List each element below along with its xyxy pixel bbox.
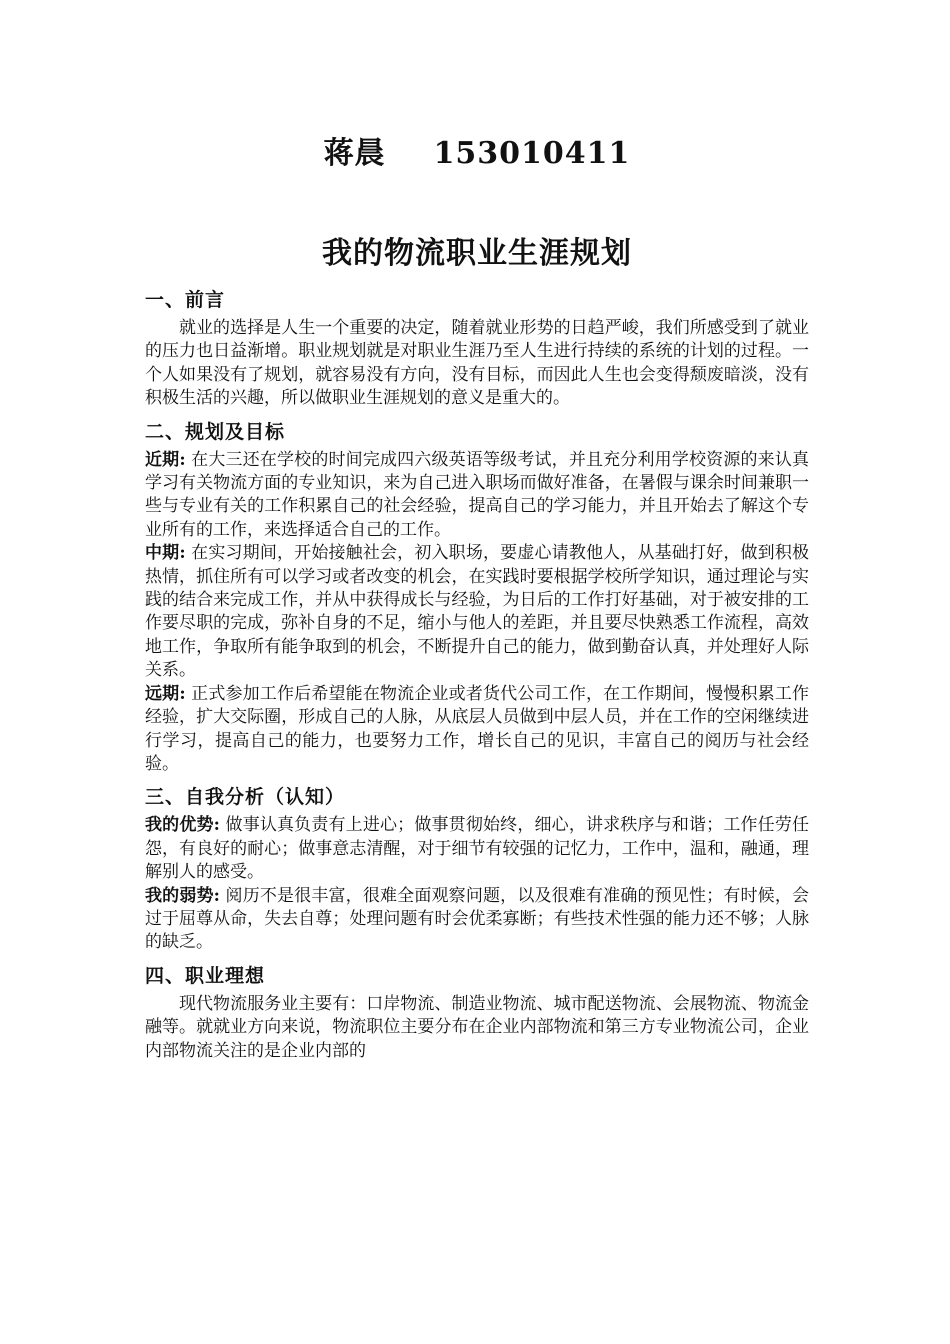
strengths bbox=[145, 814, 809, 884]
goal-short-term bbox=[145, 449, 809, 543]
strengths-text: 做事认真负责有上进心；做事贯彻始终，细心，讲求秩序与和谐；工作任劳任怨，有良好的耐心；做事意志清醒，对于细节有较强的记忆力，工作中，温和，融通，理解别人的感受。 bbox=[145, 815, 810, 883]
goal-long-term-label: 远期: bbox=[145, 683, 186, 704]
section-heading-preface: 一、前言 bbox=[145, 289, 226, 311]
goal-mid-term bbox=[145, 542, 809, 682]
goal-long-term bbox=[145, 683, 809, 777]
author-line bbox=[145, 128, 809, 172]
preface-paragraph: 就业的选择是人生一个重要的决定，随着就业形势的日趋严峻，我们所感受到了就业的压力也日益渐增。职业规划就是对职业生涯乃至人生进行持续的系统的计划的过程。一个人如果没有了规划，就容易没有方向，没有目标，而因此人生也会变得颓废暗淡，没有积极生活的兴趣，所以做职业生涯规划的意义是重大的。 bbox=[145, 318, 809, 409]
document-title: 我的物流职业生涯规划 bbox=[322, 236, 632, 271]
document-body bbox=[145, 283, 809, 1063]
weaknesses bbox=[145, 885, 809, 955]
career-ideal-paragraph: 现代物流服务业主要有：口岸物流、制造业物流、城市配送物流、会展物流、物流金融等。就就业方向来说，物流职位主要分布在企业内部物流和第三方专业物流公司，企业内部物流关注的是企业内部的 bbox=[145, 993, 809, 1061]
goal-mid-term-text: 在实习期间，开始接触社会，初入职场，要虚心请教他人，从基础打好，做到积极热情，抓住所有可以学习或者改变的机会，在实践时要根据学校所学知识，通过理论与实践的结合来完成工作，并从中获得成长与经验，为日后的工作打好基础，对于被安排的工作要尽职的完成，弥补自身的不足，缩小与他人的差距，并且要尽快熟悉工作流程，高效地工作，争取所有能争取到的机会，不断提升自己的能力，做到勤奋认真，并处理好人际关系。 bbox=[145, 543, 809, 681]
author-name: 蒋晨 bbox=[323, 136, 386, 171]
weaknesses-label: 我的弱势: bbox=[145, 885, 220, 906]
goal-short-term-label: 近期: bbox=[145, 449, 186, 470]
strengths-label: 我的优势: bbox=[145, 815, 220, 836]
weaknesses-text: 阅历不是很丰富，很难全面观察问题，以及很难有准确的预见性；有时候，会过于屈尊从命，失去自尊；处理问题有时会优柔寡断；有些技术性强的能力还不够；人脉的缺乏。 bbox=[145, 885, 810, 953]
section-heading-plan-goals: 二、规划及目标 bbox=[145, 420, 286, 443]
section-heading-self-analysis: 三、自我分析（认知） bbox=[145, 786, 346, 809]
goal-short-term-text: 在大三还在学校的时间完成四六级英语等级考试，并且充分利用学校资源的来认真学习有关物流方面的专业知识，来为自己进入职场而做好准备，在暑假与课余时间兼职一些与专业有关的工作积累自己的社会经验，提高自己的学习能力，并且开始去了解这个专业所有的工作，来选择适合自己的工作。 bbox=[145, 449, 809, 540]
goal-mid-term-label: 中期: bbox=[145, 543, 186, 564]
student-id: 153010411 bbox=[433, 136, 631, 171]
goal-long-term-text: 正式参加工作后希望能在物流企业或者货代公司工作，在工作期间，慢慢积累工作经验，扩大交际圈，形成自己的人脉，从底层人员做到中层人员，并在工作的空闲继续进行学习，提高自己的能力，也要努力工作，增长自己的见识，丰富自己的阅历与社会经验。 bbox=[145, 683, 809, 774]
section-heading-career-ideal: 四、职业理想 bbox=[145, 964, 266, 987]
